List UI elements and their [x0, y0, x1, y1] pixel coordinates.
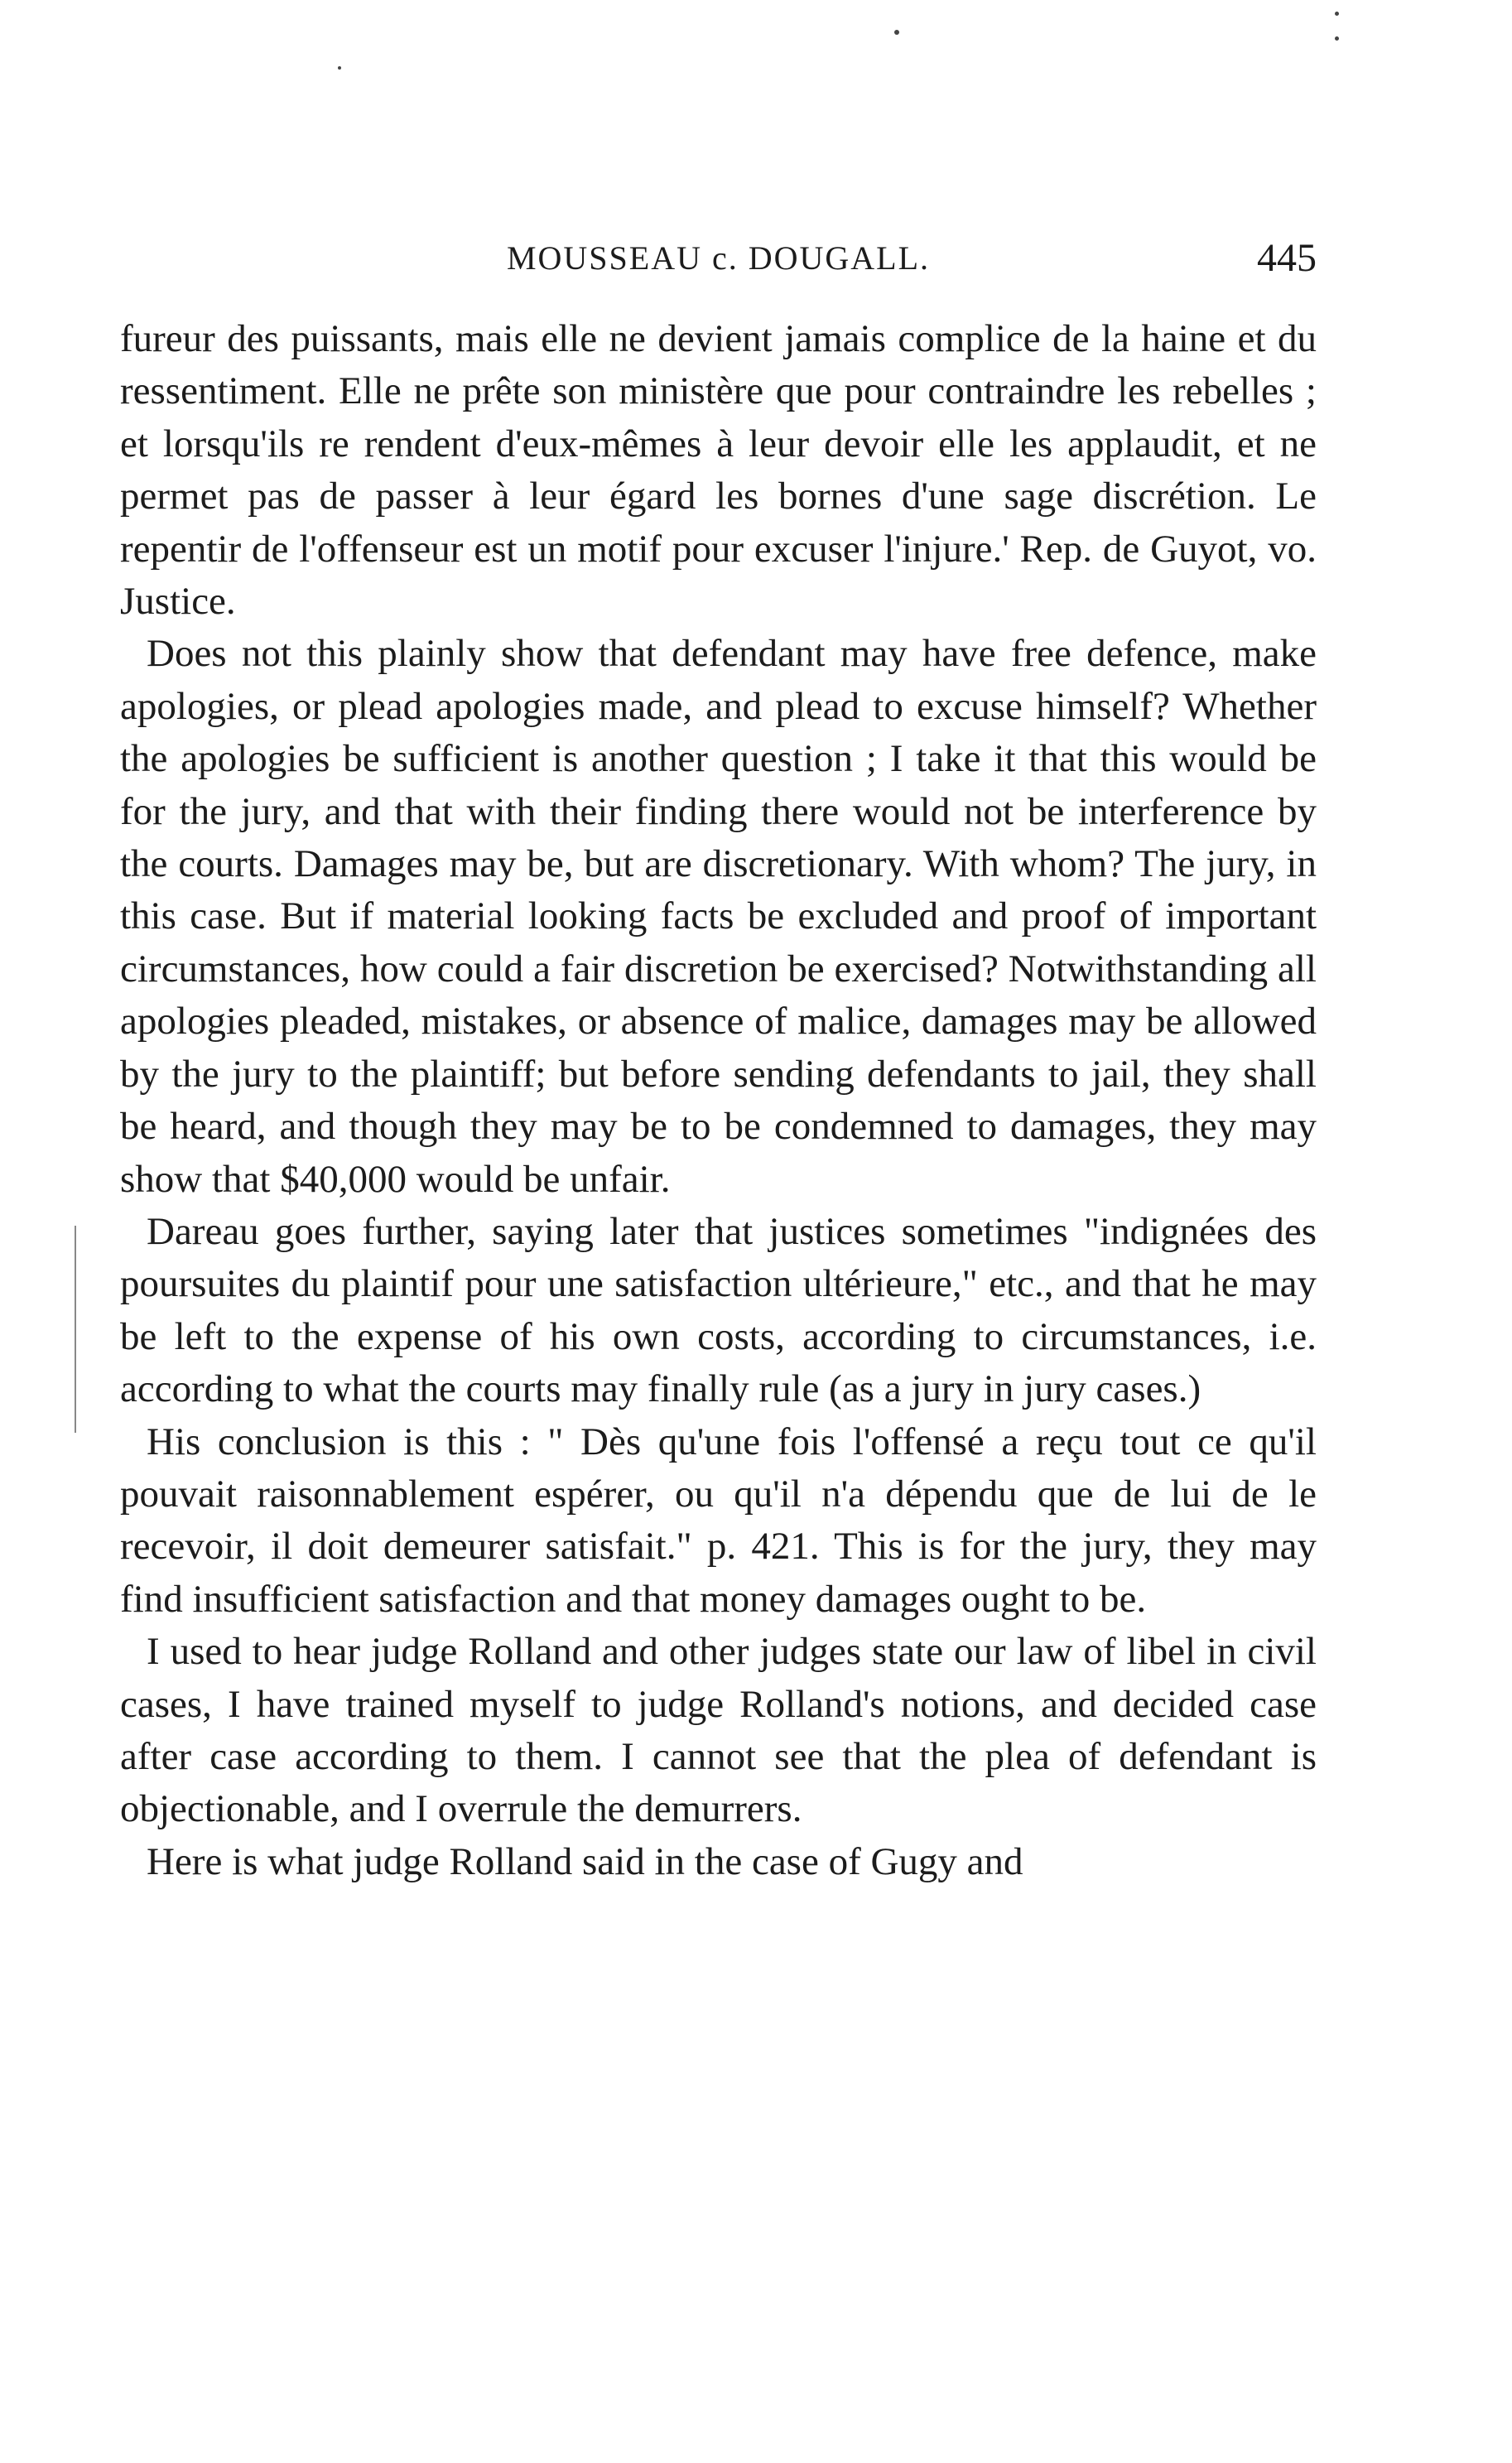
- running-head: [120, 234, 1317, 283]
- margin-mark: [75, 1226, 76, 1433]
- text-body: [120, 313, 1317, 1888]
- paragraph: Does not this plainly show that defendant may have free defence, make apologies, or plead apologies made, and plead to excuse himself? Whether the apologies be sufficient is another question ; I take it that this would be for the jury, and that with their finding there would not be interference by the courts. Damages may be, but are discretionary. With whom? The jury, in this case. But if material looking facts be excluded and proof of important circumstances, how could a fair discretion be exercised? Notwithstanding all apologies pleaded, mistakes, or absence of malice, damages may be allowed by the jury to the plaintiff; but before sending defendants to jail, they shall be heard, and though they may be to be condemned to damages, they may show that $40,000 would be unfair.: [120, 632, 1317, 1201]
- paragraph: His conclusion is this : " Dès qu'une fois l'offensé a reçu tout ce qu'il pouvait raisonnablement espérer, ou qu'il n'a dépendu que de lui de le recevoir, il doit demeurer satisfait." p. 421. This is for the jury, they may find insufficient satisfaction and that money damages ought to be.: [120, 1419, 1317, 1621]
- paragraph: I used to hear judge Rolland and other judges state our law of libel in civil cases, I have trained myself to judge Rolland's notions, and decided case after case according to them. I cannot see that the plea of defendant is objectionable, and I overrule the demurrers.: [120, 1630, 1317, 1831]
- paragraph: Dareau goes further, saying later that justices sometimes "indignées des poursuites du plaintif pour une satisfaction ultérieure," etc., and that he may be left to the expense of his own costs, according to circumstances, i.e. according to what the courts may finally rule (as a jury in jury cases.): [120, 1209, 1317, 1411]
- paragraph-continuation: fureur des puissants, mais elle ne devient jamais complice de la haine et du ressentiment. Elle ne prête son ministère que pour contraindre les rebelles ; et lorsqu'ils re rendent d'eux-mêmes à leur devoir elle les applaudit, et ne permet pas de passer à leur égard les bornes d'une sage discrétion. Le repentir de l'offenseur est un motif pour excuser l'injure.' Rep. de Guyot, vo. Justice.: [120, 317, 1317, 624]
- paragraph: Here is what judge Rolland said in the case of Gugy and: [147, 1839, 1023, 1883]
- running-title: MOUSSEAU c. DOUGALL.: [506, 239, 931, 277]
- page-number: 445: [1257, 236, 1317, 280]
